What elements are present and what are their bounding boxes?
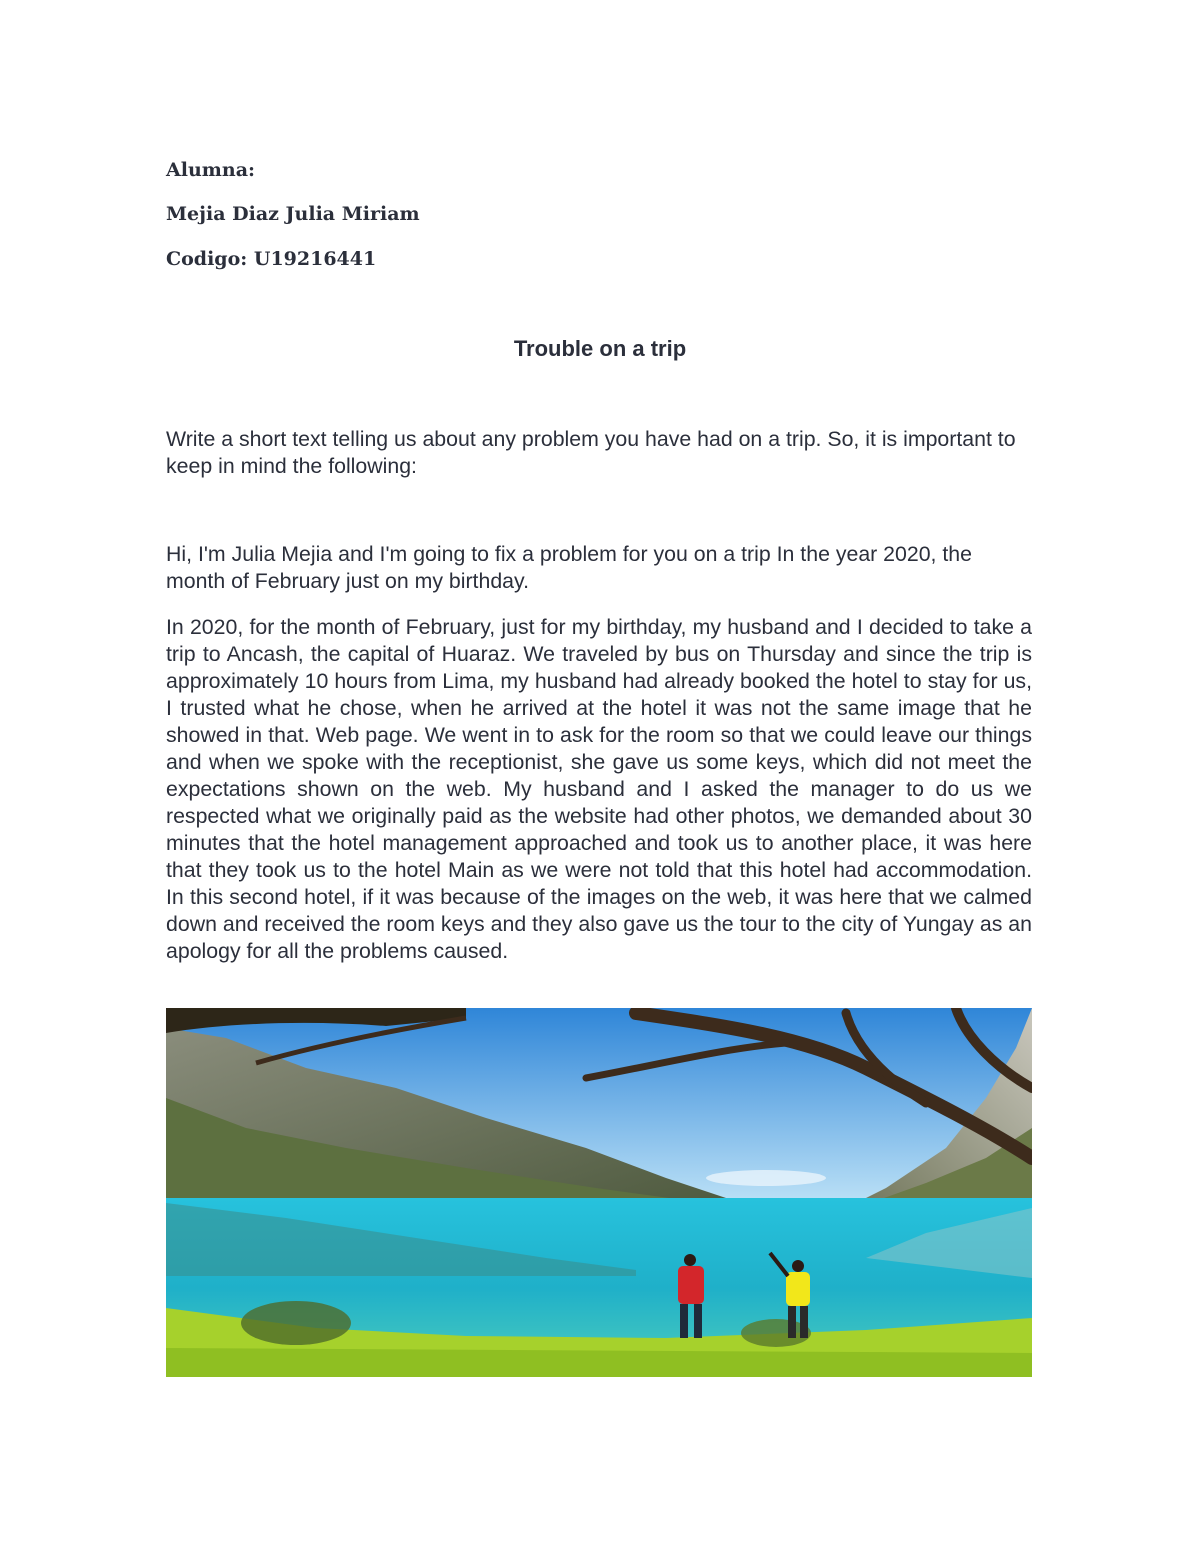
- student-name: Mejia Diaz Julia Miriam: [166, 203, 420, 225]
- alumna-label: Alumna:: [166, 159, 256, 181]
- document-title: Trouble on a trip: [513, 336, 687, 361]
- student-code: Codigo: U19216441: [166, 248, 377, 270]
- story-paragraph: In 2020, for the month of February, just for my birthday, my husband and I decided to take a trip to Ancash, the capital of Huaraz. We traveled by bus on Thursday and since the trip is approximately 10 hours from Lima, my husband had already booked the hotel to stay for us, I trusted what he chose, when he arrived at the hotel it was not the same image that he showed in that. Web page. We went in to ask for the room so that we could leave our things and when we spoke with the receptionist, she gave us some keys, which did not meet the expectations shown on the web. My husband and I asked the manager to do us we respected what we originally paid as the website had other photos, we demanded about 30 minutes that the hotel management approached and took us to another place, it was here that they took us to the hotel Main as we were not told that this hotel had accommodation. In this second hotel, if it was because of the images on the web, it was here that we calmed down and received the room keys and they also gave us the tour to the city of Yungay as an apology for all the problems caused.: [166, 615, 1032, 963]
- lake-photo-illustration: [166, 1008, 1032, 1377]
- lake-photo: [166, 1008, 1032, 1377]
- intro-paragraph: Hi, I'm Julia Mejia and I'm going to fix a problem for you on a trip In the year 2020, the month of February just on my birthday.: [166, 542, 972, 593]
- assignment-prompt: Write a short text telling us about any problem you have had on a trip. So, it is important to keep in mind the following:: [166, 427, 1016, 478]
